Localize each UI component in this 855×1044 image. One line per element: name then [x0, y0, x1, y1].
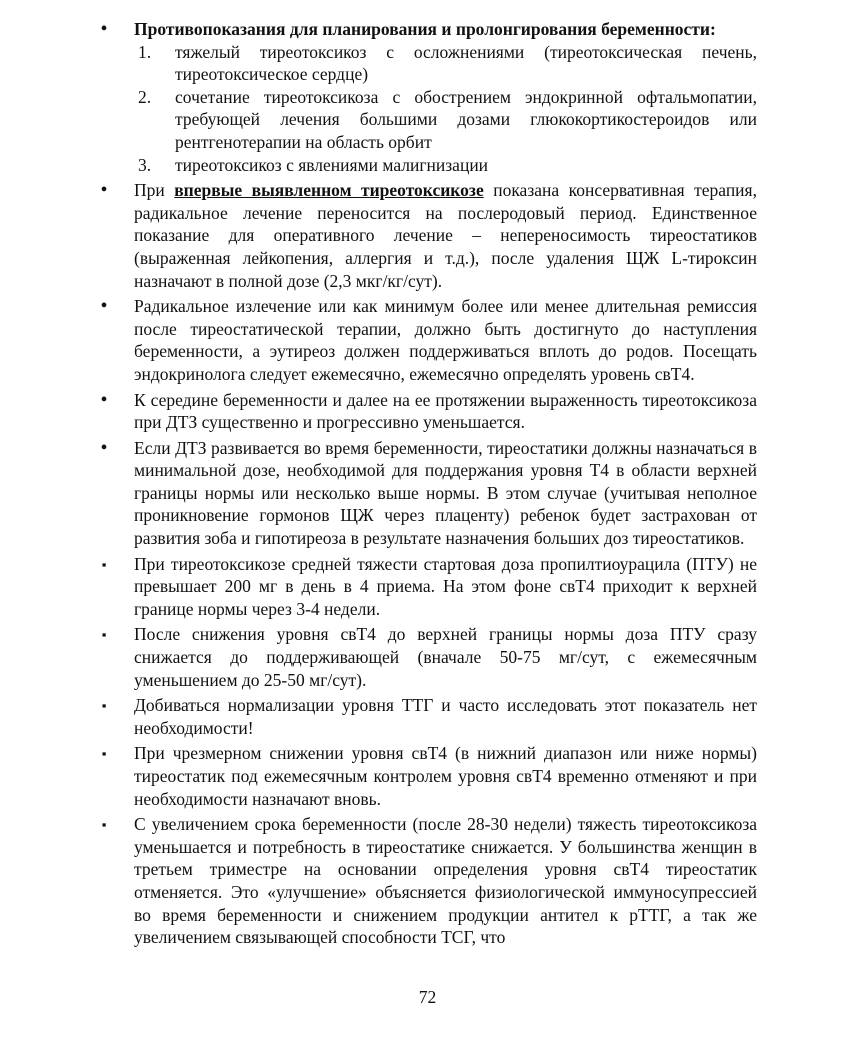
- paragraph: С увеличением срока беременности (после 28-30 недели) тяжесть тиреотоксикоза уменьшается и потребность в тиреостатике снижается. У большинства женщин в третьем триместре на основании определения уровня свТ4 тиреостатик отменяется. Это «улучшение» объясняется физиологической иммуносупрессией во время беременности и снижением продукции антител к рТТГ, а так же увеличением связывающей способности ТСГ, что: [134, 814, 757, 948]
- paragraph: При чрезмерном снижении уровня свТ4 (в нижний диапазон или ниже нормы) тиреостатик под ежемесячным контролем уровня свТ4 временно отменяют и при необходимости назначают вновь.: [134, 743, 757, 809]
- paragraph: [134, 179, 757, 292]
- bullet-marker: •: [100, 436, 108, 459]
- square-bullet-marker: ▪: [101, 627, 107, 643]
- list-item: [0, 694, 855, 739]
- bullet-marker: •: [100, 295, 108, 318]
- bullet-marker: •: [100, 18, 108, 40]
- bullet-marker: •: [100, 388, 108, 411]
- paragraph: Если ДТЗ развивается во время беременности, тиреостатики должны назначаться в минимальной дозе, необходимой для поддержания уровня Т4 в области верхней границы нормы или несколько выше нормы. В этом случае (учитывая неполное проникновение гормонов ЩЖ через плаценту) ребенок будет застрахован от развития зоба и гипотиреоза в результате назначения больших доз тиреостатиков.: [134, 437, 757, 549]
- item-text: тиреотоксикоз с явлениями малигнизации: [175, 154, 489, 175]
- square-bullet-marker: ▪: [101, 698, 107, 714]
- numbered-list: [134, 41, 757, 177]
- item-number: 3.: [138, 154, 152, 175]
- numbered-item: [134, 41, 757, 86]
- list-item: [0, 389, 855, 434]
- page-number: 72: [418, 987, 437, 1007]
- paragraph: После снижения уровня свТ4 до верхней границы нормы доза ПТУ сразу снижается до поддерживающей (вначале 50-75 мг/сут, с ежемесячным уменьшением до 25-50 мг/сут).: [134, 624, 757, 690]
- list-item: [0, 437, 855, 550]
- paragraph: К середине беременности и далее на ее протяжении выраженность тиреотоксикоза при ДТЗ существенно и прогрессивно уменьшается.: [134, 389, 757, 433]
- emphasized-term: впервые выявленном тиреотоксикозе: [174, 180, 484, 201]
- list-item: [0, 813, 855, 949]
- item-text: тяжелый тиреотоксикоз с осложнениями (тиреотоксическая печень, тиреотоксическое сердце): [175, 41, 757, 85]
- item-text: сочетание тиреотоксикоза с обострением эндокринной офтальмопатии, требующей лечения большими дозами глюкокортикостероидов или рентгенотерапии на область орбит: [175, 86, 757, 152]
- paragraph: Радикальное излечение или как минимум более или менее длительная ремиссия после тиреостатической терапии, должно быть достигнуто до наступления беременности, а эутиреоз должен поддерживаться вплоть до родов. Посещать эндокринолога следует ежемесячно, ежемесячно определять уровень свТ4.: [134, 296, 757, 384]
- list-item: [0, 742, 855, 810]
- square-bullet-marker: ▪: [101, 817, 107, 833]
- list-item: [0, 179, 855, 292]
- paragraph: Добиваться нормализации уровня ТТГ и часто исследовать этот показатель нет необходимости!: [134, 695, 757, 738]
- bullet-list: [0, 18, 855, 949]
- bullet-marker: •: [100, 179, 108, 202]
- paragraph: При тиреотоксикозе средней тяжести стартовая доза пропилтиоурацила (ПТУ) не превышает 200 мг в день в 4 приема. На этом фоне свТ4 приходит к верхней границе нормы через 3-4 недели.: [134, 553, 757, 619]
- item-number: 1.: [138, 41, 152, 62]
- list-item: [0, 553, 855, 621]
- square-bullet-marker: ▪: [101, 746, 107, 762]
- square-bullet-marker: ▪: [101, 556, 107, 572]
- list-item: [0, 623, 855, 691]
- list-item: [0, 295, 855, 385]
- paragraph-suffix: показана консервативная терапия, радикальное лечение переносится на послеродовый период. Единственное показание для оперативного лечение – непереносимость тиреостатиков (выраженная лейкопения, аллергия и т.д.), после удаления ЩЖ L-тироксин назначают в полной дозе (2,3 мкг/кг/сут).: [134, 180, 757, 291]
- list-item-contraindications: [0, 18, 855, 176]
- numbered-item: [134, 86, 757, 154]
- numbered-item: [134, 154, 757, 177]
- section-heading: Противопоказания для планирования и пролонгирования беременности:: [134, 19, 716, 39]
- paragraph-prefix: При: [134, 180, 175, 201]
- item-number: 2.: [138, 86, 152, 107]
